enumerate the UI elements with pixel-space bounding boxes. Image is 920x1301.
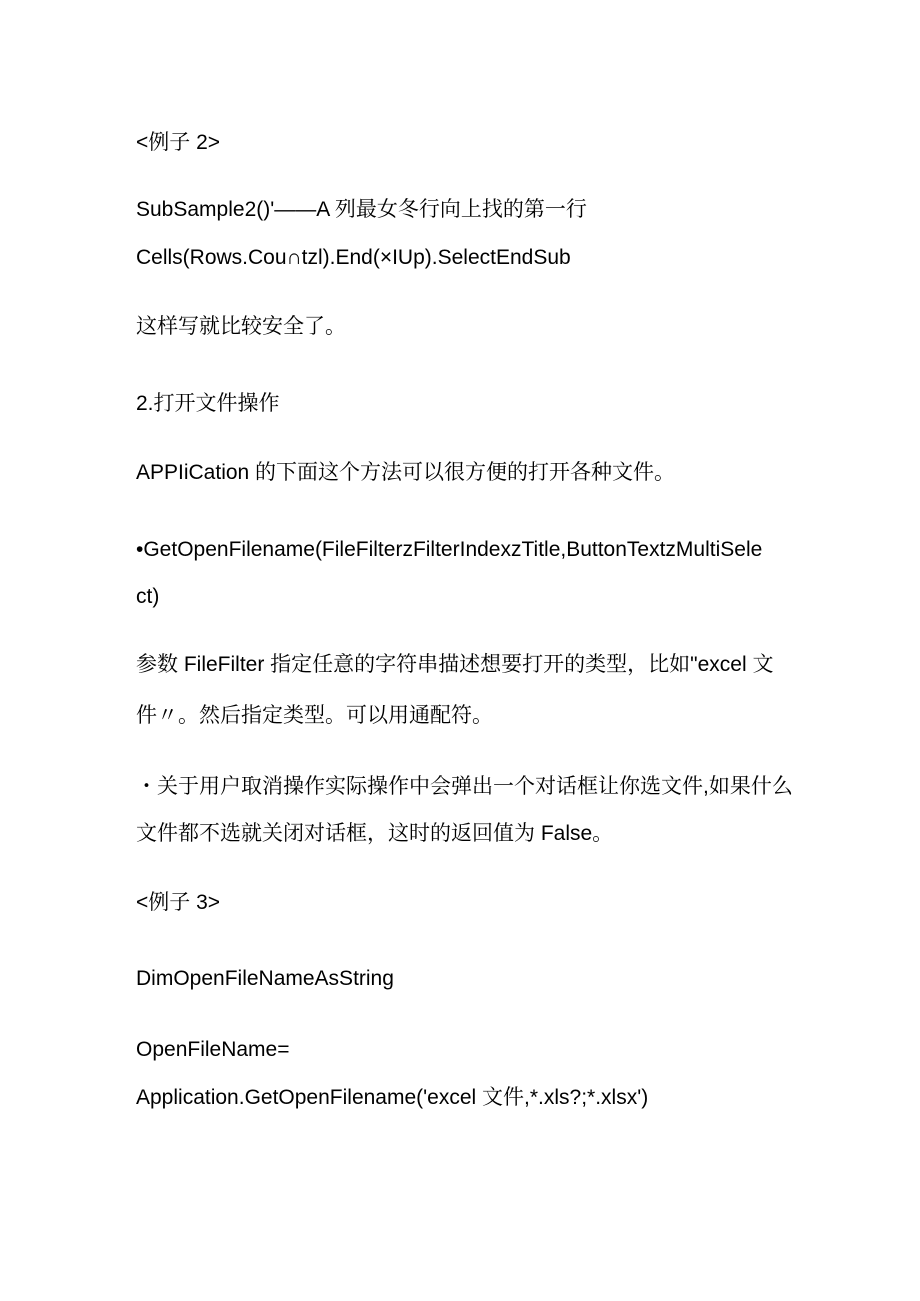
- cancel-note-continued: 文件都不选就关闭对话框，这时的返回值为 False。: [136, 822, 614, 845]
- example-3-code-line: OpenFileName=: [136, 1038, 290, 1061]
- example-3-code-line: Application.GetOpenFilename('excel 文件,*.xls?;*.xlsx'): [136, 1086, 649, 1109]
- method-signature-continued: ct): [136, 585, 160, 608]
- example-2-heading: <例子 2>: [136, 131, 221, 154]
- example-2-code-line: Cells(Rows.Cou∩tzl).End(×IUp).SelectEndSub: [136, 246, 571, 269]
- safety-note: 这样写就比较安全了。: [136, 315, 346, 338]
- example-2-code-line: SubSample2()'——A 列最女冬行向上找的第一行: [136, 198, 587, 221]
- section-title: 2.打开文件操作: [136, 392, 280, 415]
- method-signature: •GetOpenFilename(FileFilterzFilterIndexzTitle,ButtonTextzMultiSele: [136, 538, 763, 561]
- cancel-note: ・关于用户取消操作实际操作中会弹出一个对话框让你选文件,如果什么: [136, 775, 793, 798]
- parameter-description-continued: 件〃。然后指定类型。可以用通配符。: [136, 704, 493, 727]
- example-3-code-line: DimOpenFileNameAsString: [136, 967, 394, 990]
- parameter-description: 参数 FileFilter 指定任意的字符串描述想要打开的类型，比如"excel 文: [136, 653, 774, 676]
- section-intro: APPIiCation 的下面这个方法可以很方便的打开各种文件。: [136, 461, 676, 484]
- example-3-heading: <例子 3>: [136, 891, 221, 914]
